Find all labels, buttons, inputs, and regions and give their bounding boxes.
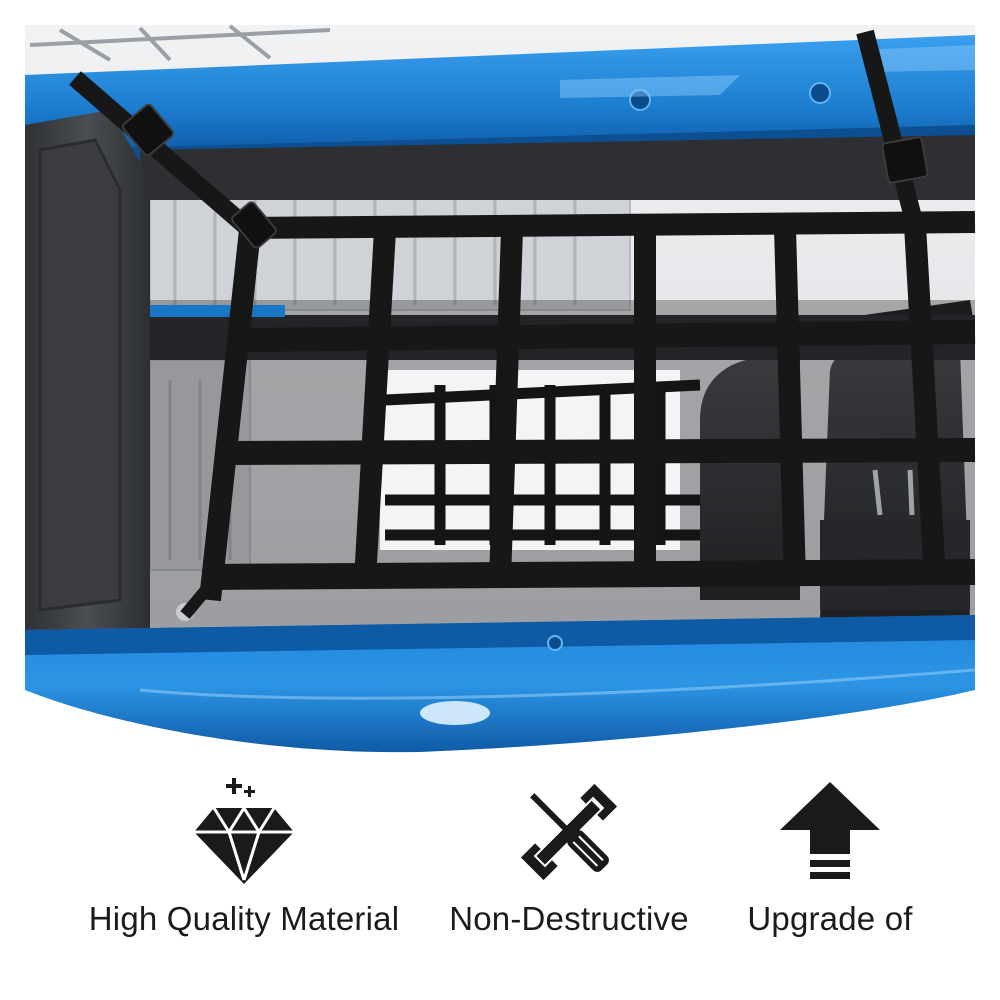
upgrade-arrow-icon xyxy=(770,772,890,892)
feature-upgrade xyxy=(720,760,940,1000)
diamond-plus-icon xyxy=(184,772,304,892)
feature-high-quality xyxy=(78,760,410,1000)
feature-non-destructive xyxy=(404,760,734,1000)
feature-row xyxy=(0,760,1000,1000)
wrench-screwdriver-icon xyxy=(509,772,629,892)
feature-label: Non-Destructive xyxy=(449,900,689,937)
feature-label: High Quality Material xyxy=(88,900,400,937)
feature-label: Upgrade of xyxy=(747,900,913,937)
